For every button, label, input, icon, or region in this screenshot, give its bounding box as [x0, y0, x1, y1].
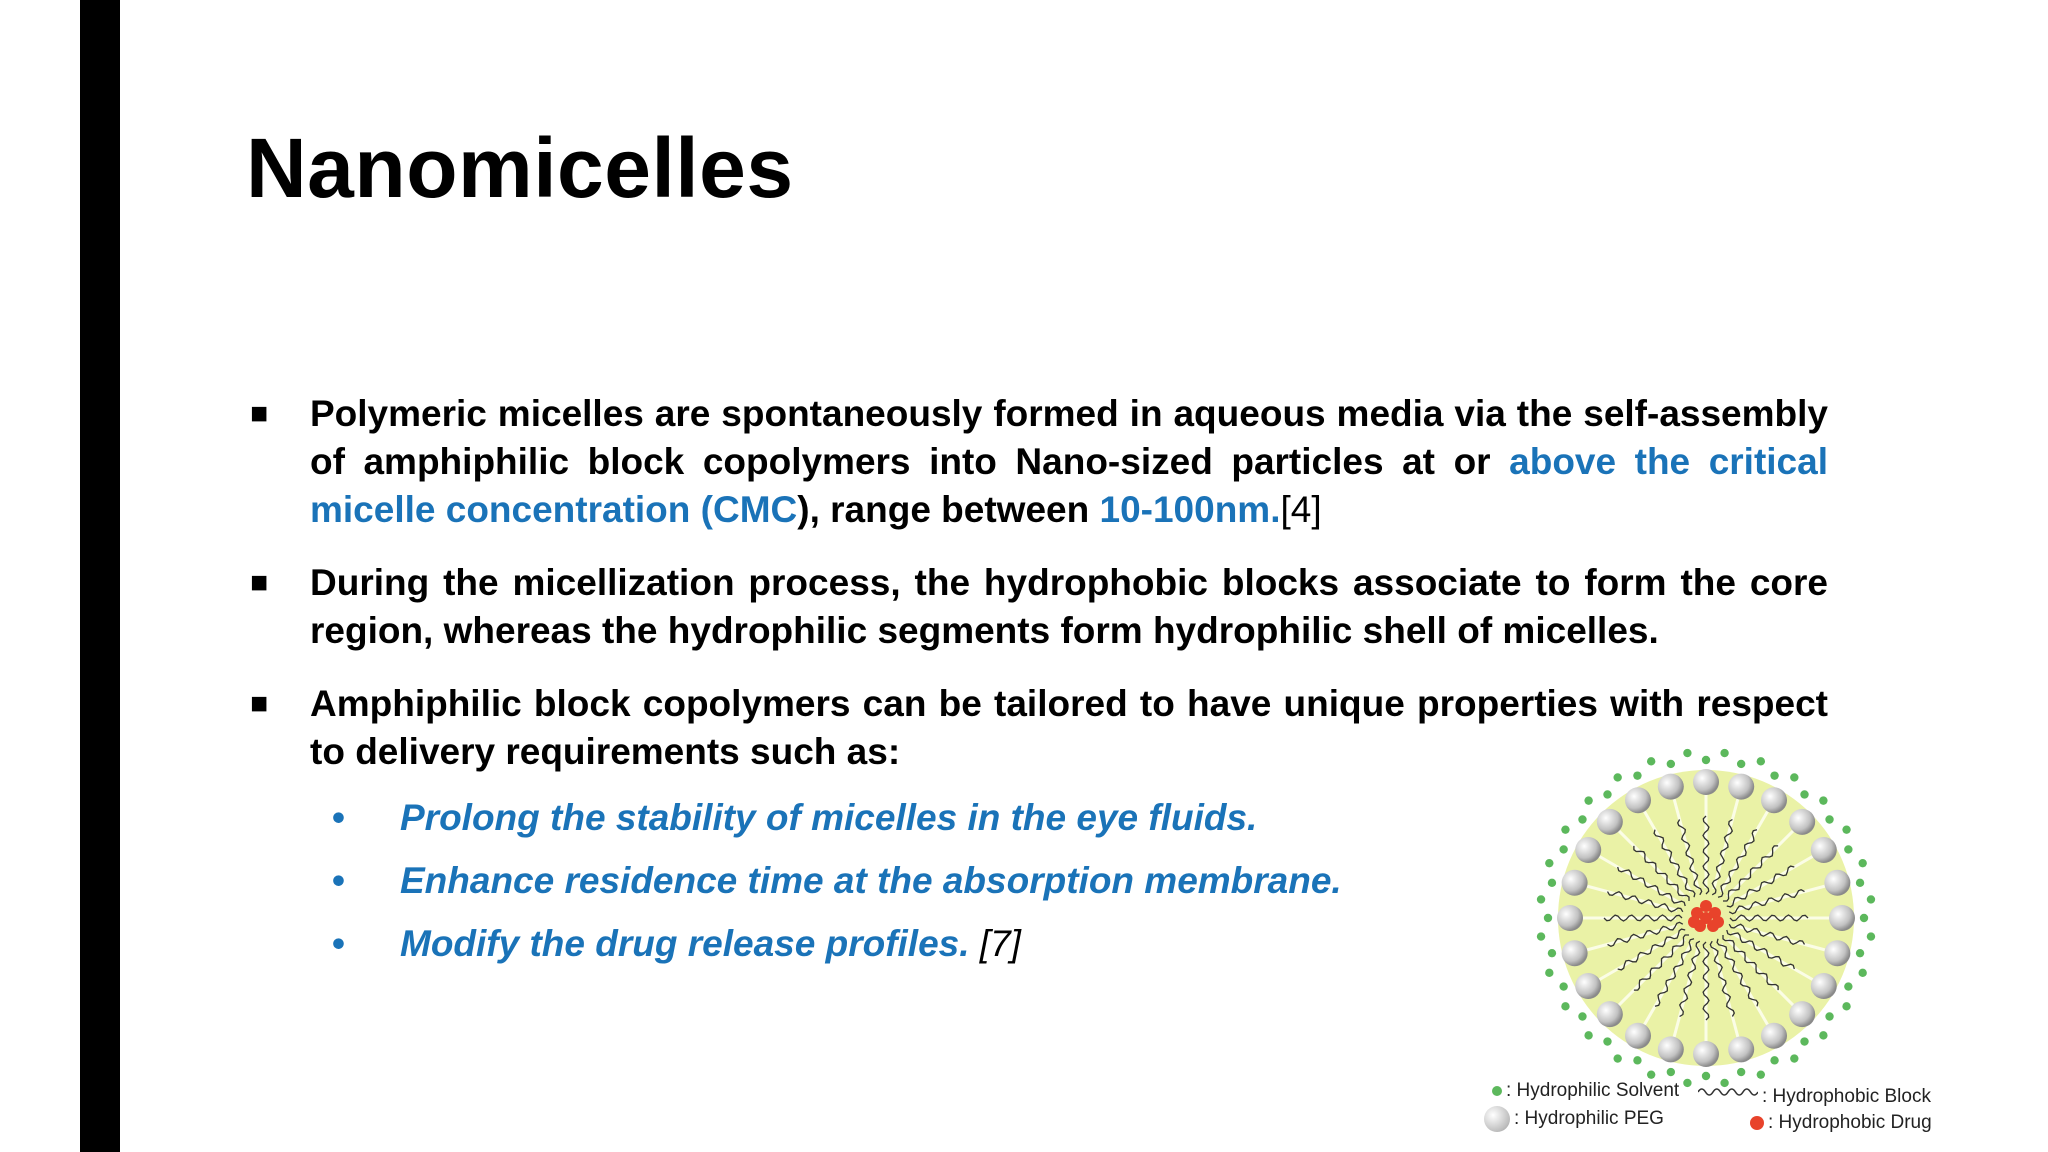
solvent-dot	[1545, 859, 1553, 867]
solvent-dot	[1737, 760, 1745, 768]
solvent-dot	[1603, 1037, 1611, 1045]
solvent-dot	[1800, 790, 1808, 798]
solvent-dot	[1702, 756, 1710, 764]
solvent-dot	[1825, 1012, 1833, 1020]
bullet-item-micellization	[246, 559, 1828, 655]
solvent-dot	[1702, 1072, 1710, 1080]
solvent-dot	[1842, 825, 1850, 833]
solvent-dot	[1613, 1054, 1621, 1062]
legend-peg: : Hydrophilic PEG	[1484, 1106, 1664, 1132]
peg-sphere	[1625, 1023, 1651, 1049]
solvent-dot	[1770, 1056, 1778, 1064]
solvent-dot	[1856, 879, 1864, 887]
sub-item-text: Prolong the stability of micelles in the eye fluids.	[400, 797, 1258, 838]
peg-sphere	[1811, 973, 1837, 999]
peg-sphere	[1761, 1023, 1787, 1049]
solvent-dot	[1819, 796, 1827, 804]
solvent-dot	[1578, 815, 1586, 823]
peg-sphere	[1562, 870, 1588, 896]
solvent-dot	[1559, 982, 1567, 990]
peg-sphere	[1658, 774, 1684, 800]
solvent-dot	[1867, 895, 1875, 903]
peg-sphere	[1789, 809, 1815, 835]
peg-sphere	[1597, 809, 1623, 835]
sub-item-text: Modify the drug release profiles.	[400, 923, 980, 964]
slide-title: Nanomicelles	[246, 121, 794, 215]
peg-sphere	[1789, 1001, 1815, 1027]
solvent-dot	[1683, 749, 1691, 757]
solvent-dot	[1633, 1056, 1641, 1064]
drug-particle	[1688, 916, 1700, 928]
solvent-dot	[1683, 1079, 1691, 1087]
square-bullet-icon: ■	[250, 566, 269, 599]
solvent-dot	[1537, 932, 1545, 940]
peg-sphere	[1597, 1001, 1623, 1027]
solvent-dot	[1844, 982, 1852, 990]
solvent-dot	[1578, 1012, 1586, 1020]
solvent-dot	[1858, 969, 1866, 977]
peg-sphere	[1728, 1036, 1754, 1062]
solvent-dot-icon	[1492, 1086, 1502, 1096]
peg-sphere	[1693, 1041, 1719, 1067]
solvent-dot	[1844, 845, 1852, 853]
peg-sphere	[1557, 905, 1583, 931]
peg-sphere	[1829, 905, 1855, 931]
peg-sphere	[1575, 837, 1601, 863]
peg-sphere	[1693, 769, 1719, 795]
solvent-dot	[1647, 1070, 1655, 1078]
solvent-dot	[1548, 949, 1556, 957]
solvent-dot	[1790, 1054, 1798, 1062]
solvent-dot	[1819, 1031, 1827, 1039]
highlight-size-range: 10-100nm.	[1099, 489, 1281, 530]
legend-solvent: : Hydrophilic Solvent	[1492, 1080, 1679, 1102]
solvent-dot	[1584, 796, 1592, 804]
round-bullet-icon: •	[332, 797, 345, 838]
drug-particle	[1712, 916, 1724, 928]
solvent-dot	[1603, 790, 1611, 798]
solvent-dot	[1860, 914, 1868, 922]
solvent-dot	[1561, 1002, 1569, 1010]
bullet-text: Polymeric micelles are spontaneously formed in aqueous media via the self-assembly of amphiphilic block copolymers into Nano-sized particles at or	[310, 393, 1828, 482]
peg-sphere	[1575, 973, 1601, 999]
drug-dot-icon	[1750, 1116, 1764, 1130]
solvent-dot	[1770, 771, 1778, 779]
bullet-text: ), range between	[797, 489, 1100, 530]
solvent-dot	[1667, 760, 1675, 768]
sub-item-text: Enhance residence time at the absorption membrane.	[400, 860, 1342, 901]
bullet-text: Amphiphilic block copolymers can be tailored to have unique properties with respect to delivery requirements such as:	[310, 683, 1828, 772]
wavy-chain-icon	[1698, 1091, 1758, 1103]
solvent-dot	[1858, 859, 1866, 867]
solvent-dot	[1545, 969, 1553, 977]
micelle-diagram	[1480, 740, 1980, 1152]
peg-sphere	[1811, 837, 1837, 863]
solvent-dot	[1613, 773, 1621, 781]
peg-sphere	[1728, 774, 1754, 800]
peg-sphere	[1562, 940, 1588, 966]
solvent-dot	[1757, 757, 1765, 765]
peg-sphere	[1761, 787, 1787, 813]
solvent-dot	[1737, 1068, 1745, 1076]
citation: [4]	[1280, 489, 1322, 530]
solvent-dot	[1544, 914, 1552, 922]
side-accent-bar	[80, 0, 120, 1152]
citation: [7]	[979, 923, 1021, 964]
square-bullet-icon: ■	[250, 397, 269, 430]
solvent-dot	[1800, 1037, 1808, 1045]
peg-sphere	[1824, 940, 1850, 966]
highlight-cmc: above the critical micelle concentration (CMC	[310, 441, 1828, 530]
solvent-dot	[1559, 845, 1567, 853]
legend-drug: : Hydrophobic Drug	[1750, 1112, 1932, 1134]
solvent-dot	[1667, 1068, 1675, 1076]
bullet-text: During the micellization process, the hydrophobic blocks associate to form the core region, whereas the hydrophilic segments form hydrophilic shell of micelles.	[310, 562, 1828, 651]
peg-sphere	[1658, 1036, 1684, 1062]
square-bullet-icon: ■	[250, 687, 269, 720]
solvent-dot	[1561, 825, 1569, 833]
bullet-item-polymeric-micelles	[246, 390, 1828, 534]
legend-block: : Hydrophobic Block	[1698, 1086, 1931, 1108]
solvent-dot	[1842, 1002, 1850, 1010]
solvent-dot	[1825, 815, 1833, 823]
solvent-dot	[1647, 757, 1655, 765]
solvent-dot	[1548, 879, 1556, 887]
solvent-dot	[1720, 749, 1728, 757]
peg-sphere	[1824, 870, 1850, 896]
solvent-dot	[1856, 949, 1864, 957]
solvent-dot	[1757, 1070, 1765, 1078]
solvent-dot	[1867, 932, 1875, 940]
micelle-illustration	[1480, 740, 1980, 1100]
round-bullet-icon: •	[332, 923, 345, 964]
solvent-dot	[1584, 1031, 1592, 1039]
solvent-dot	[1790, 773, 1798, 781]
peg-sphere	[1625, 787, 1651, 813]
peg-sphere-icon	[1484, 1106, 1510, 1132]
round-bullet-icon: •	[332, 860, 345, 901]
solvent-dot	[1633, 771, 1641, 779]
drug-particle	[1700, 900, 1712, 912]
solvent-dot	[1537, 895, 1545, 903]
